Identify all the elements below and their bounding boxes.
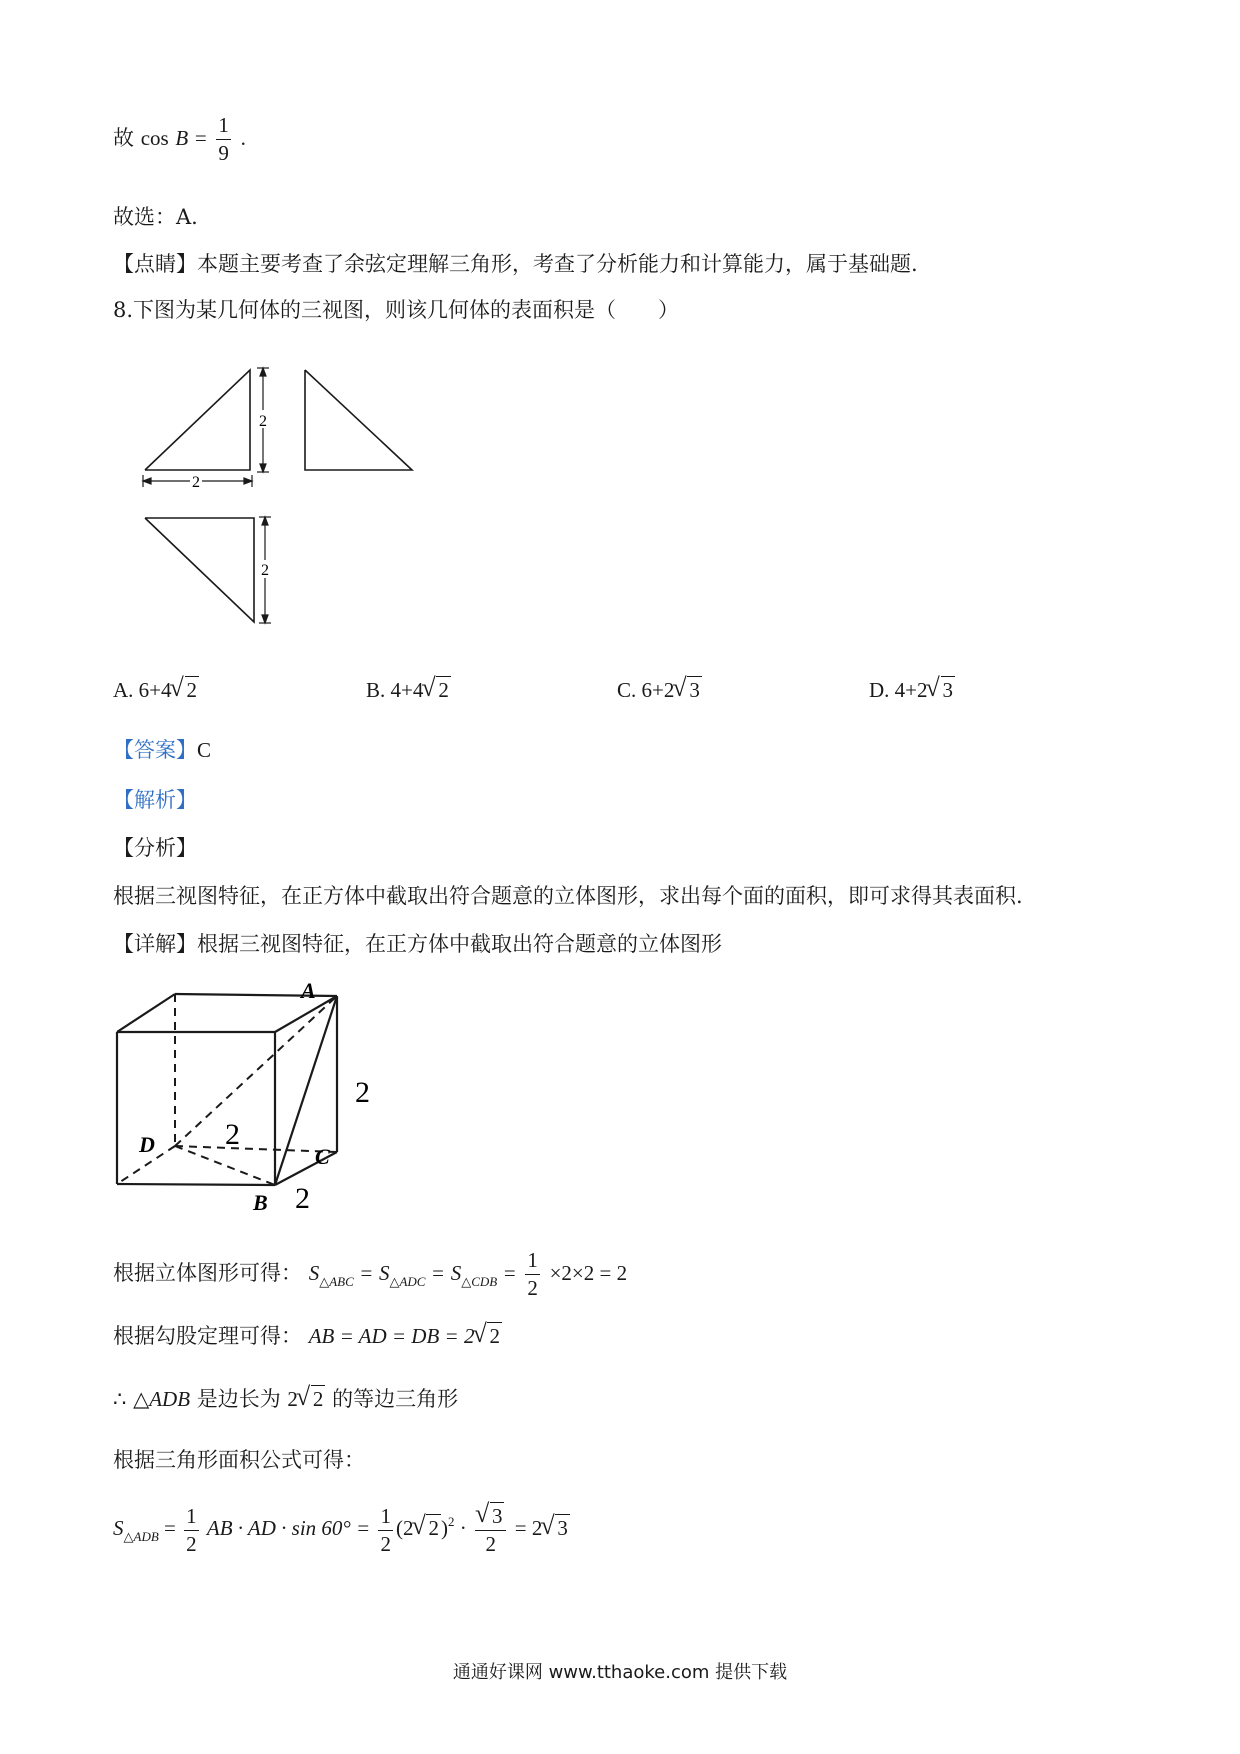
option-d [869,676,955,703]
sqrt-symbol [474,1322,502,1350]
question-8: 8.下图为某几何体的三视图，则该几何体的表面积是（ ） [113,298,680,322]
eq1-tri3: △ [461,1274,472,1289]
eq5-d1: 2 [186,1531,197,1556]
eq1-eq2: = [432,1261,444,1285]
cube-edge-label-right: 2 [355,1076,370,1109]
eq5-n3rad: 3 [491,1504,503,1528]
eq1-eq3: = [503,1261,516,1285]
answer-value: C [197,738,212,762]
eq2-line [113,1322,502,1350]
eq5-eq: = [164,1515,176,1540]
sqrt-symbol [413,1514,441,1542]
sqrt-symbol [542,1514,570,1542]
eq1-s1: S [308,1261,320,1285]
eq1-fraction [525,1247,540,1302]
eq1-text: 根据立体图形可得： [113,1261,302,1285]
option-a [113,676,199,703]
option-d-pre: 4+2 [894,678,928,702]
eq3-tail: 的等边三角形 [332,1387,459,1411]
sqrt-symbol [928,676,956,703]
analysis-tag: 【解析】 [113,788,197,812]
three-view-diagram [130,360,430,640]
front-view [145,370,250,470]
top-height-label: 2 [261,562,269,579]
eq3-mid: 是边长为 [196,1387,281,1411]
eq4-line: 根据三角形面积公式可得： [113,1448,365,1472]
eq5-dot: · [459,1515,467,1540]
fenxi-text: 根据三视图特征，在正方体中截取出符合题意的立体图形，求出每个面的面积，即可求得其表面积. [113,884,1023,908]
eq1-tri1: △ [319,1274,330,1289]
option-b-letter: B. [366,678,386,702]
math-cos: cos [140,126,169,150]
option-a-rad: 2 [186,678,198,702]
option-c-pre: 6+2 [641,678,675,702]
option-d-letter: D. [869,678,890,702]
cube-label-a: A [301,978,316,1003]
eq1-s2: S [378,1261,390,1285]
cube-diag-label: 2 [225,1118,240,1151]
eq5-n1: 1 [184,1503,199,1531]
frac-num: 1 [216,112,231,140]
fenxi-tag: 【分析】 [113,836,197,860]
option-a-letter: A. [113,678,134,702]
sqrt-symbol [423,676,451,703]
eq5-square: 2 [447,1513,455,1529]
conclusion-cosB [113,112,246,167]
eq3-line [113,1385,458,1413]
eq5-line [113,1502,570,1558]
eq3-triangle: △ADB [133,1387,191,1411]
top-view [145,518,254,622]
eq1-sub2: ADC [399,1274,426,1289]
front-width-label: 2 [192,474,200,491]
sqrt-symbol [477,1502,505,1530]
math-var-b: B [175,126,189,150]
dianjing-note: 【点睛】本题主要考查了余弦定理解三角形，考查了分析能力和计算能力，属于基础题. [113,252,918,276]
page-footer: 通通好课网 www.tthaoke.com 提供下载 [452,1662,788,1683]
eq2-rad: 2 [489,1324,500,1348]
text-gu: 故 [113,126,134,150]
therefore-symbol: ∴ [113,1387,127,1411]
eq1-eq1: = [360,1261,373,1285]
cube-label-d: D [139,1132,155,1157]
choice-line: 故选：A. [113,205,198,229]
eq5-s: S [113,1515,124,1540]
eq1-num: 1 [525,1247,540,1275]
option-d-rad: 3 [942,678,954,702]
eq2-text: 根据勾股定理可得： [113,1324,302,1348]
eq1-sub1: ABC [329,1274,354,1289]
option-c-rad: 3 [689,678,700,702]
eq5-res: = 2 [514,1515,543,1540]
sqrt-symbol [298,1385,326,1413]
cube-bottom-label: 2 [295,1182,310,1215]
eq5-paren-close: ) [440,1515,448,1540]
eq2-expr: AB = AD = DB = 2 [308,1324,475,1348]
dimension-lines [143,368,271,623]
eq1-den: 2 [527,1276,538,1300]
cube-label-b: B [253,1190,268,1215]
option-a-pre: 6+4 [138,678,172,702]
fraction [216,112,231,167]
eq5-sub: △ADB [123,1528,159,1544]
math-eq: = [194,126,207,150]
front-height-label: 2 [259,413,267,430]
eq5-d2: 2 [380,1531,391,1556]
eq5-mid: AB · AD · sin 60° = [206,1515,371,1540]
eq5-d3: 2 [485,1532,496,1556]
option-b-rad: 2 [438,678,449,702]
frac-den: 9 [218,141,229,165]
eq5-frac2 [378,1503,393,1558]
cube-figure [105,978,395,1218]
option-b [366,676,451,703]
period: . [240,126,246,150]
eq5-frac1 [184,1503,199,1558]
option-b-pre: 4+4 [390,678,424,702]
eq5-rad: 2 [428,1515,439,1540]
answer-line [113,736,211,764]
option-c-letter: C. [617,678,637,702]
cube-label-c: C [315,1144,330,1169]
eq1-sub3: CDB [471,1274,498,1289]
side-view [305,370,412,470]
eq3-rad: 2 [312,1387,324,1411]
sqrt-symbol [172,676,200,703]
option-c [617,676,702,703]
eq5-resrad: 3 [557,1515,568,1540]
answer-tag: 【答案】 [113,738,197,762]
detail-text: 【详解】根据三视图特征，在正方体中截取出符合题意的立体图形 [113,932,722,956]
eq5-paren-open: (2 [395,1515,414,1540]
eq5-n2: 1 [378,1503,393,1531]
sqrt-symbol [674,676,702,703]
eq1-rest: ×2×2 = 2 [549,1261,628,1285]
eq1-tri2: △ [389,1274,400,1289]
eq3-coef: 2 [287,1387,298,1411]
eq1-s3: S [450,1261,462,1285]
eq5-frac3 [475,1502,507,1558]
eq1-line [113,1247,627,1302]
